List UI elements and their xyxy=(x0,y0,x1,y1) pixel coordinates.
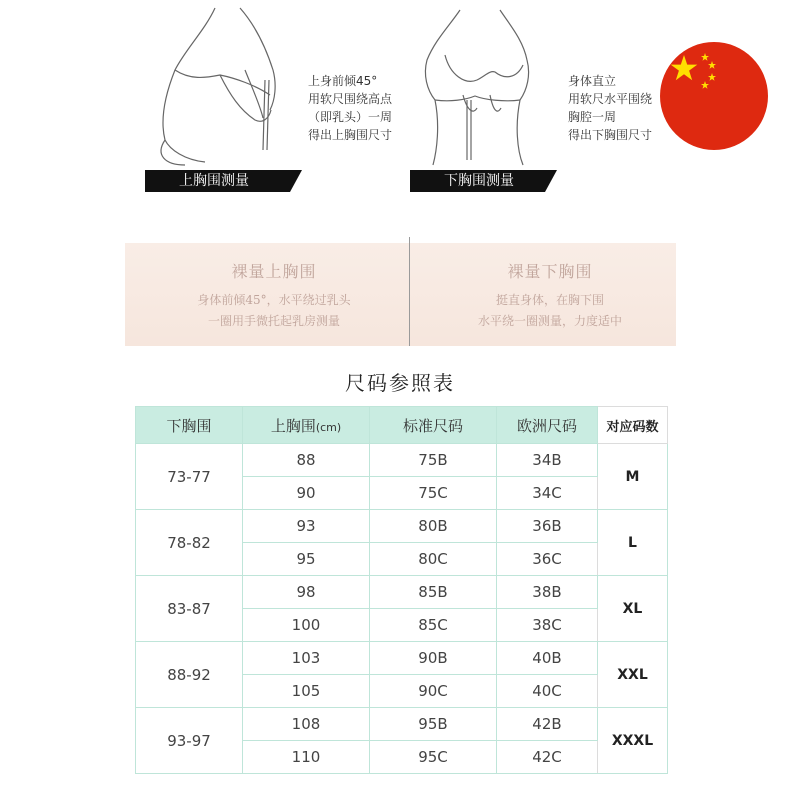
header-eu-size: 欧洲尺码 xyxy=(497,407,598,444)
lower-bust-illustration xyxy=(405,0,555,170)
upper-bust-cell: 110 xyxy=(243,741,370,774)
nude-upper-heading: 裸量上胸围 xyxy=(231,262,317,281)
size-code-cell: XXL xyxy=(598,642,668,708)
header-size-code: 对应码数 xyxy=(598,407,668,444)
nude-measurement-panel xyxy=(125,243,676,346)
instruction-line: 胸腔一周 xyxy=(568,110,617,124)
standard-size-cell: 95C xyxy=(370,741,497,774)
size-table-title: 尺码参照表 xyxy=(345,371,455,395)
header-upper-unit: (cm) xyxy=(315,420,342,434)
standard-size-cell: 80C xyxy=(370,543,497,576)
nude-upper-bust-section xyxy=(139,259,409,332)
upper-bust-cell: 90 xyxy=(243,477,370,510)
size-code-cell: L xyxy=(598,510,668,576)
nude-upper-line: 身体前倾45°，水平绕过乳头 xyxy=(197,293,351,307)
upper-bust-instructions xyxy=(308,72,392,144)
table-header-row xyxy=(136,407,668,444)
under-bust-cell: 73-77 xyxy=(136,444,243,510)
instruction-line: 用软尺水平围绕 xyxy=(568,92,653,106)
upper-bust-cell: 98 xyxy=(243,576,370,609)
header-upper-label: 上胸围 xyxy=(270,416,316,435)
upper-bust-banner: 上胸围测量 xyxy=(145,170,290,192)
eu-size-cell: 42C xyxy=(497,741,598,774)
header-standard-size: 标准尺码 xyxy=(370,407,497,444)
instruction-line: 用软尺围绕高点 xyxy=(308,92,393,106)
eu-size-cell: 40C xyxy=(497,675,598,708)
standard-size-cell: 75C xyxy=(370,477,497,510)
nude-lower-bust-section xyxy=(415,259,685,332)
upper-bust-cell: 103 xyxy=(243,642,370,675)
instruction-line: （即乳头）一周 xyxy=(308,110,393,124)
table-row xyxy=(136,444,668,477)
panel-divider xyxy=(409,237,410,346)
size-code-cell: M xyxy=(598,444,668,510)
upper-bust-cell: 108 xyxy=(243,708,370,741)
header-under-bust: 下胸围 xyxy=(136,407,243,444)
nude-lower-heading: 裸量下胸围 xyxy=(507,262,593,281)
eu-size-cell: 38C xyxy=(497,609,598,642)
table-row xyxy=(136,510,668,543)
instruction-line: 得出下胸围尺寸 xyxy=(568,128,653,142)
under-bust-cell: 93-97 xyxy=(136,708,243,774)
upper-bust-illustration xyxy=(145,0,295,170)
eu-size-cell: 38B xyxy=(497,576,598,609)
eu-size-cell: 36B xyxy=(497,510,598,543)
nude-lower-line: 水平绕一圈测量，力度适中 xyxy=(477,314,622,328)
standard-size-cell: 85B xyxy=(370,576,497,609)
lower-bust-banner: 下胸围测量 xyxy=(410,170,545,192)
instruction-line: 得出上胸围尺寸 xyxy=(308,128,393,142)
instruction-line: 上身前倾45° xyxy=(308,74,378,88)
under-bust-cell: 88-92 xyxy=(136,642,243,708)
nude-upper-line: 一圈用手微托起乳房测量 xyxy=(207,314,340,328)
standard-size-cell: 80B xyxy=(370,510,497,543)
table-row xyxy=(136,708,668,741)
standard-size-cell: 90C xyxy=(370,675,497,708)
lower-bust-instructions xyxy=(568,72,652,144)
size-code-cell: XL xyxy=(598,576,668,642)
standard-size-cell: 75B xyxy=(370,444,497,477)
table-row xyxy=(136,576,668,609)
eu-size-cell: 34B xyxy=(497,444,598,477)
under-bust-cell: 78-82 xyxy=(136,510,243,576)
leaning-figure-icon xyxy=(145,0,295,170)
nude-lower-line: 挺直身体，在胸下围 xyxy=(495,293,604,307)
upper-bust-cell: 93 xyxy=(243,510,370,543)
size-code-cell: XXXL xyxy=(598,708,668,774)
eu-size-cell: 36C xyxy=(497,543,598,576)
upper-bust-cell: 88 xyxy=(243,444,370,477)
standard-size-cell: 95B xyxy=(370,708,497,741)
standard-size-cell: 85C xyxy=(370,609,497,642)
size-chart-table xyxy=(135,406,668,774)
table-row xyxy=(136,642,668,675)
eu-size-cell: 40B xyxy=(497,642,598,675)
upper-bust-cell: 95 xyxy=(243,543,370,576)
upper-bust-cell: 105 xyxy=(243,675,370,708)
china-flag-icon xyxy=(660,42,768,150)
upper-bust-cell: 100 xyxy=(243,609,370,642)
eu-size-cell: 42B xyxy=(497,708,598,741)
eu-size-cell: 34C xyxy=(497,477,598,510)
instruction-line: 身体直立 xyxy=(568,74,617,88)
under-bust-cell: 83-87 xyxy=(136,576,243,642)
header-upper-bust xyxy=(243,407,370,444)
standard-size-cell: 90B xyxy=(370,642,497,675)
upright-figure-icon xyxy=(405,0,555,170)
